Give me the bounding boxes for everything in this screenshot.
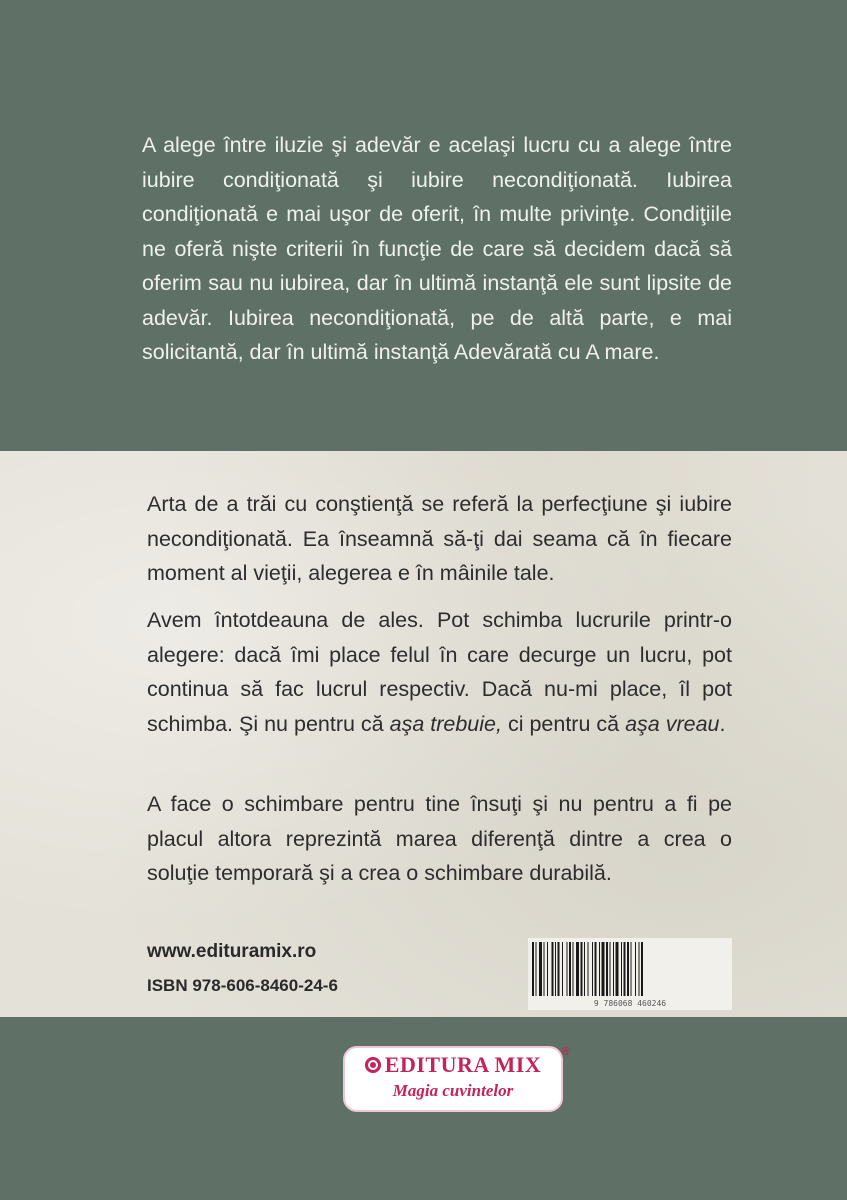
p2-emphasis-1: aşa trebuie, bbox=[389, 711, 502, 736]
flower-icon bbox=[365, 1057, 381, 1073]
barcode-bar bbox=[635, 942, 636, 996]
barcode-bar bbox=[536, 942, 537, 996]
barcode-bar bbox=[588, 942, 589, 996]
isbn-number: ISBN 978-606-8460-24-6 bbox=[147, 976, 338, 995]
intro-paragraph: A alege între iluzie şi adevăr e acelaşi lucru cu a alege între iubire condiţionată şi iubire necondiţionată. Iubirea condiţionată e mai uşor de oferit, în multe privinţe. Condiţiile ne oferă nişte criterii în funcţie de care să decidem dacă să oferim sau nu iubirea, dar în ultimă instanţă ele sunt lipsite de adevăr. Iubirea necondiţionată, pe de altă parte, e mai solicitantă, dar în ultimă instanţă Adevărată cu A mare. bbox=[142, 133, 732, 364]
barcode-bar bbox=[621, 942, 622, 996]
logo-title-text: EDITURA MIX bbox=[384, 1052, 542, 1077]
barcode-bar bbox=[555, 942, 556, 996]
logo-tagline: Magia cuvintelor bbox=[392, 1081, 514, 1100]
barcode-bar bbox=[610, 942, 611, 996]
p2-text-start: Avem întotdeauna de ales. Pot schimba lucrurile printr-o alegere: dacă îmi place felul în care decurge un lucru, pot continua să fac lucrul respectiv. Dacă nu-mi place, îl pot schimba. Şi nu pentru că bbox=[147, 608, 732, 736]
barcode-bar bbox=[602, 942, 605, 996]
barcode-bar bbox=[595, 942, 597, 996]
barcode bbox=[528, 938, 732, 1010]
barcode-bar bbox=[581, 942, 583, 996]
top-green-band bbox=[0, 0, 847, 450]
body-paragraph-3: A face o schimbare pentru tine însuţi şi nu pentru a fi pe placul altora reprezintă marea diferenţă dintre a crea o soluţie temporară şi a crea o schimbare durabilă. bbox=[147, 792, 732, 885]
barcode-bar bbox=[592, 942, 593, 996]
barcode-bar bbox=[641, 942, 643, 996]
body-paragraph-2 bbox=[147, 603, 732, 741]
barcode-bar bbox=[532, 942, 534, 996]
barcode-bar bbox=[539, 942, 542, 996]
registered-mark: ® bbox=[562, 1046, 571, 1058]
barcode-bar bbox=[631, 942, 632, 996]
barcode-bar bbox=[573, 942, 574, 996]
barcode-bar bbox=[544, 942, 545, 996]
barcode-bar bbox=[624, 942, 626, 996]
p2-emphasis-2: aşa vreau bbox=[625, 711, 720, 736]
barcode-bar bbox=[547, 942, 548, 996]
barcode-bar bbox=[639, 942, 640, 996]
website-url[interactable]: www.edituramix.ro bbox=[147, 941, 317, 962]
barcode-bar bbox=[552, 942, 554, 996]
body-paragraph-1: Arta de a trăi cu conştienţă se referă la perfecţiune şi iubire necondiţionată. Ea înseamnă să-ţi dai seama că în fiecare moment al vieţii, alegerea e în mâinile tale. bbox=[147, 492, 732, 585]
logo-title bbox=[345, 1052, 561, 1078]
barcode-bar bbox=[613, 942, 614, 996]
barcode-bar bbox=[576, 942, 579, 996]
publisher-logo bbox=[343, 1046, 563, 1112]
p2-text-end: . bbox=[719, 711, 726, 736]
barcode-bar bbox=[584, 942, 585, 996]
barcode-bar bbox=[558, 942, 560, 996]
p2-text-mid: ci pentru că bbox=[501, 711, 626, 736]
barcode-bar bbox=[599, 942, 600, 996]
barcode-bar bbox=[616, 942, 619, 996]
barcode-bar bbox=[606, 942, 608, 996]
barcode-bar bbox=[562, 942, 563, 996]
barcode-bar bbox=[569, 942, 571, 996]
barcode-bar bbox=[627, 942, 629, 996]
barcode-digits: 9 786068 460246 bbox=[593, 999, 667, 1008]
barcode-bar bbox=[567, 942, 568, 996]
